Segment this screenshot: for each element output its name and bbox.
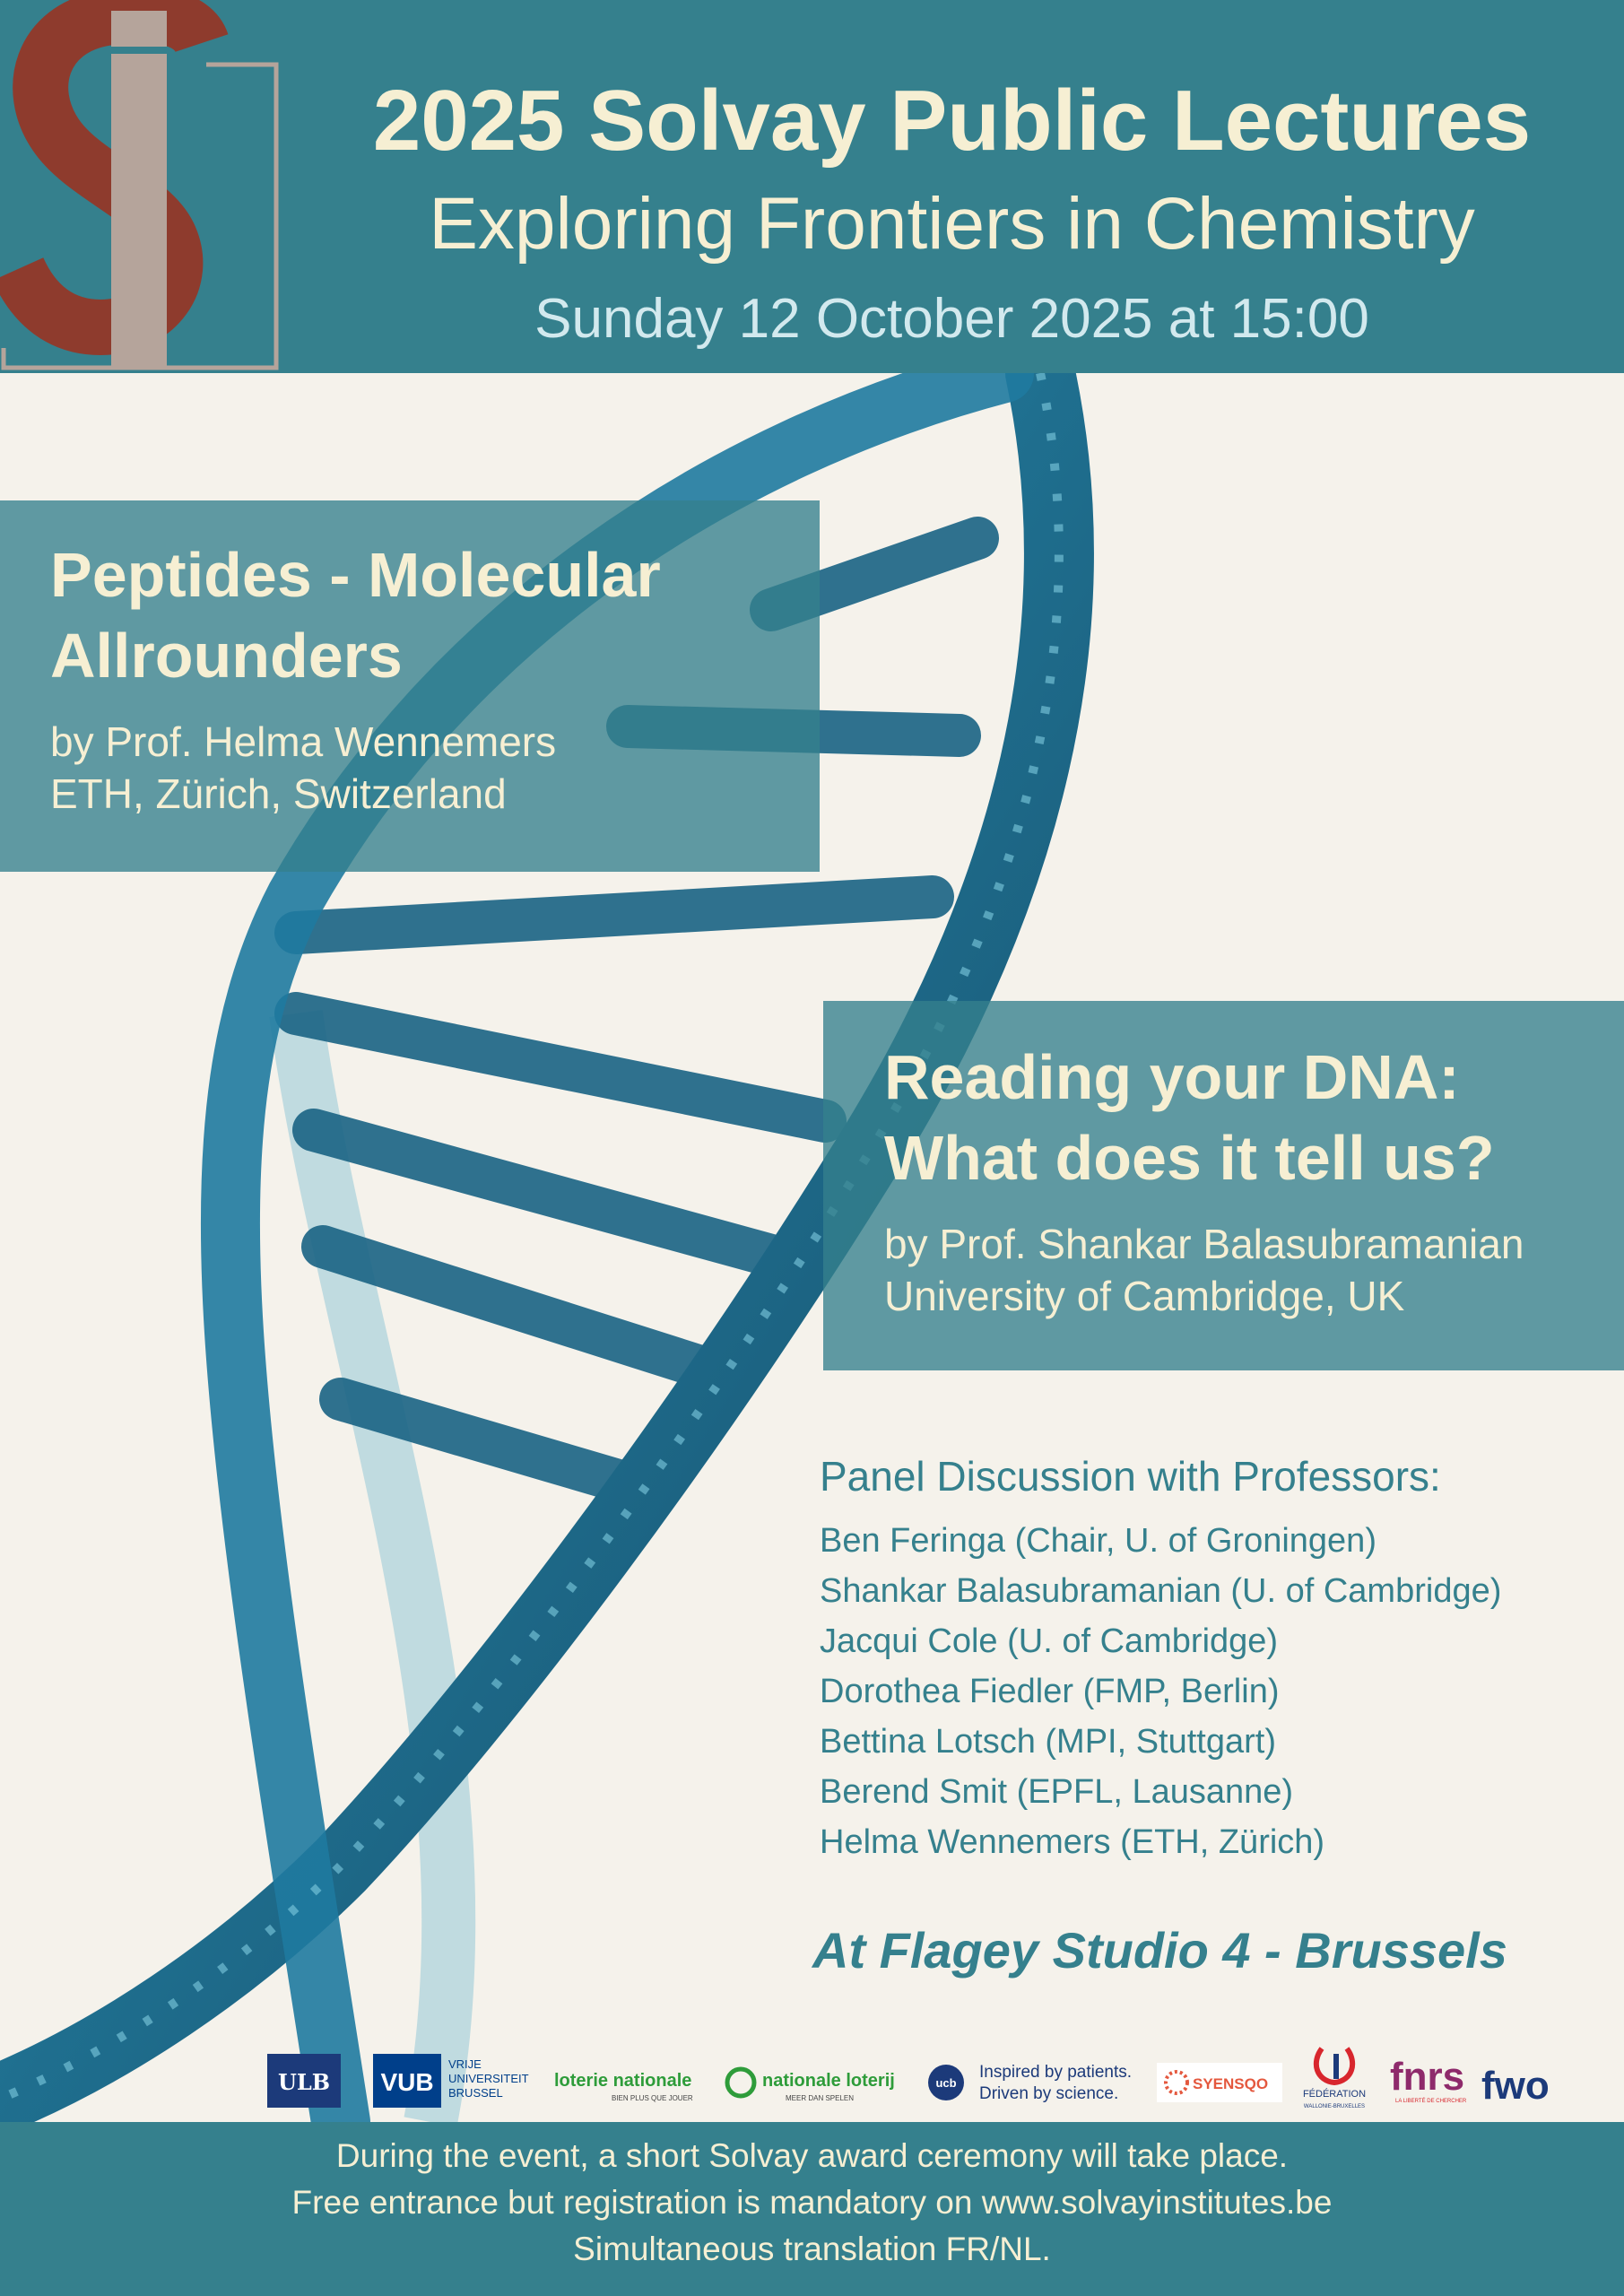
svg-text:VUB: VUB — [380, 2068, 434, 2096]
venue: At Flagey Studio 4 - Brussels — [812, 1922, 1507, 1979]
svg-text:BIEN PLUS QUE JOUER: BIEN PLUS QUE JOUER — [612, 2094, 693, 2102]
svg-text:ULB: ULB — [277, 2069, 331, 2095]
syensqo-logo — [1157, 2063, 1282, 2102]
svg-text:Driven by science.: Driven by science. — [979, 2084, 1119, 2103]
solvay-institutes-logo — [0, 0, 280, 373]
svg-text:VRIJE: VRIJE — [448, 2057, 482, 2071]
panel-member: Dorothea Fiedler (FMP, Berlin) — [820, 1673, 1280, 1710]
panel-member: Jacqui Cole (U. of Cambridge) — [820, 1622, 1279, 1660]
svg-text:Inspired by patients.: Inspired by patients. — [979, 2063, 1133, 2082]
panel-discussion — [820, 1449, 1609, 1867]
event-date: Sunday 12 October 2025 at 15:00 — [534, 288, 1369, 350]
fnrs-logo — [1390, 2055, 1467, 2104]
registration-note: Free entrance but registration is mandatory on www.solvayinstitutes.be — [291, 2184, 1333, 2221]
translation-note: Simultaneous translation FR/NL. — [573, 2231, 1051, 2267]
event-subtitle: Exploring Frontiers in Chemistry — [429, 183, 1475, 265]
fwo-logo — [1481, 2064, 1550, 2108]
panel-member: Berend Smit (EPFL, Lausanne) — [820, 1773, 1294, 1811]
award-ceremony-note: During the event, a short Solvay award ceremony will take place. — [335, 2137, 1289, 2174]
lecture-1-affiliation: ETH, Zürich, Switzerland — [50, 770, 507, 817]
svg-text:loterie nationale: loterie nationale — [554, 2071, 692, 2091]
svg-text:SYENSQO: SYENSQO — [1193, 2075, 1269, 2092]
nationale-loterij-logo — [727, 2069, 895, 2102]
panel-member: Ben Feringa (Chair, U. of Groningen) — [820, 1522, 1376, 1560]
lecture-2-speaker: by Prof. Shankar Balasubramanian — [884, 1221, 1524, 1267]
svg-text:BRUSSEL: BRUSSEL — [448, 2086, 503, 2100]
footer-banner — [0, 2122, 1624, 2296]
ulb-logo — [267, 2054, 341, 2108]
ucb-logo — [928, 2063, 1132, 2103]
svg-text:WALLONIE-BRUXELLES: WALLONIE-BRUXELLES — [1303, 2104, 1366, 2109]
lecture-1-box — [0, 500, 820, 872]
panel-member: Shankar Balasubramanian (U. of Cambridge) — [820, 1572, 1502, 1610]
header-banner — [0, 0, 1624, 373]
svg-text:FÉDÉRATION: FÉDÉRATION — [1302, 2089, 1367, 2100]
svg-text:fnrs: fnrs — [1390, 2055, 1465, 2099]
svg-text:nationale loterij: nationale loterij — [762, 2071, 895, 2091]
svg-text:LA LIBERTÉ DE CHERCHER: LA LIBERTÉ DE CHERCHER — [1395, 2099, 1467, 2104]
federation-wallonie-bruxelles-logo — [1303, 2048, 1366, 2109]
lecture-2-affiliation: University of Cambridge, UK — [884, 1273, 1405, 1319]
lecture-2-box — [823, 1001, 1624, 1370]
svg-text:UNIVERSITEIT: UNIVERSITEIT — [448, 2072, 529, 2085]
panel-title: Panel Discussion with Professors: — [820, 1453, 1441, 1500]
panel-member: Helma Wennemers (ETH, Zürich) — [820, 1823, 1325, 1861]
lecture-1-title: Peptides - Molecular Allrounders — [50, 540, 661, 691]
vub-logo — [373, 2054, 529, 2108]
panel-member: Bettina Lotsch (MPI, Stuttgart) — [820, 1723, 1276, 1761]
lecture-1-speaker: by Prof. Helma Wennemers — [50, 718, 557, 765]
event-title: 2025 Solvay Public Lectures — [372, 73, 1532, 169]
svg-text:fwo: fwo — [1481, 2064, 1550, 2108]
svg-text:ucb: ucb — [935, 2076, 957, 2090]
svg-text:MEER DAN SPELEN: MEER DAN SPELEN — [786, 2094, 855, 2102]
sponsor-logos — [260, 2047, 1605, 2113]
lecture-2-title: Reading your DNA: What does it tell us? — [884, 1042, 1495, 1193]
loterie-nationale-logo — [554, 2071, 693, 2102]
